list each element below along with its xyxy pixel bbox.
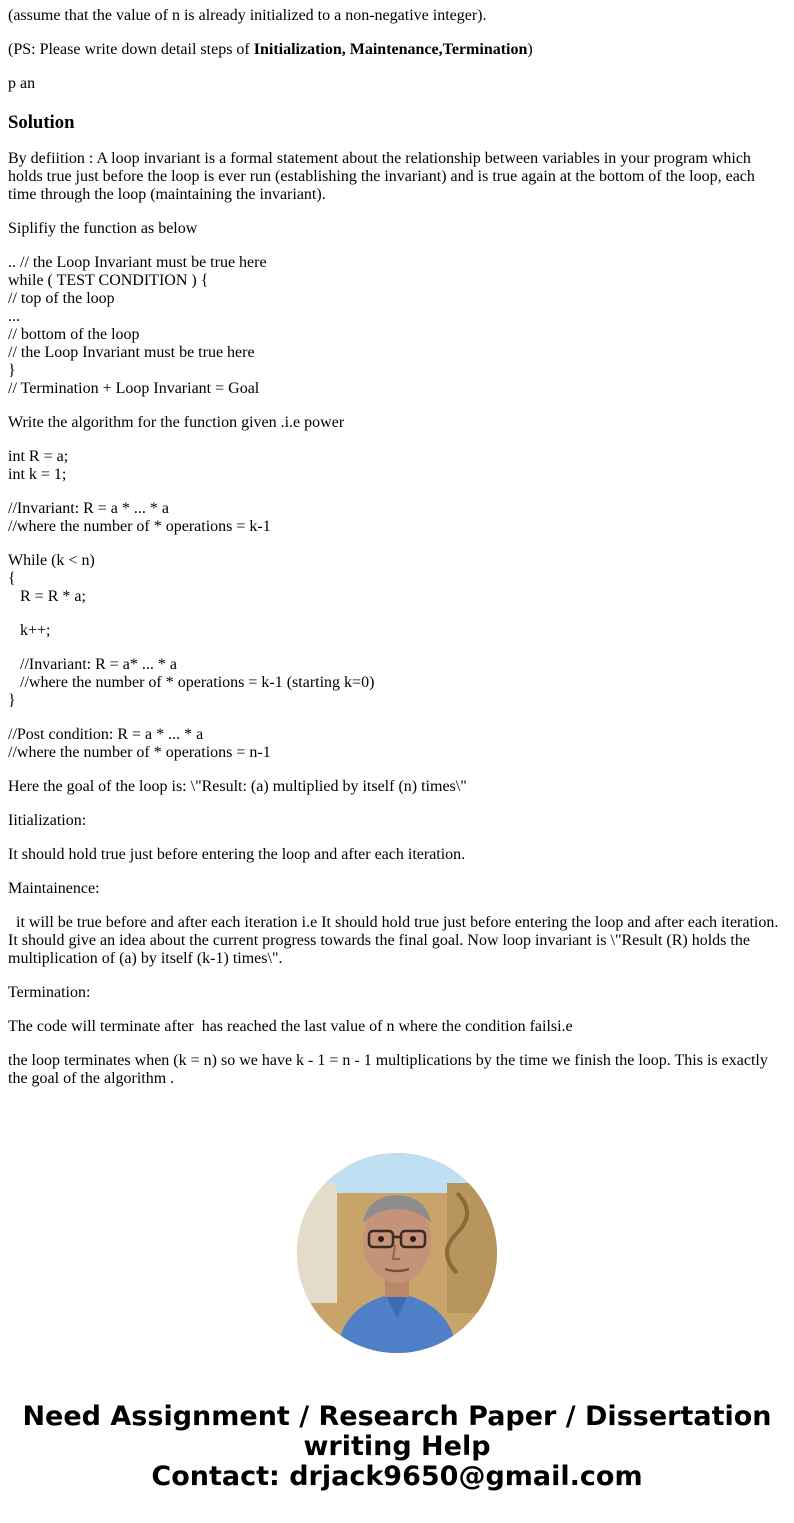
code-line: // the Loop Invariant must be true here — [8, 344, 255, 361]
code-line: //Invariant: R = a* ... * a — [8, 656, 177, 673]
promo-line-1: Need Assignment / Research Paper / Dissertation — [22, 1401, 772, 1432]
post-condition-code-block — [8, 726, 786, 762]
ps-prefix: (PS: Please write down detail steps of — [8, 41, 254, 58]
termination-text: The code will terminate after has reached the last value of n where the condition failsi.e — [8, 1018, 573, 1035]
code-line: // bottom of the loop — [8, 326, 140, 343]
goal-paragraph: Here the goal of the loop is: \"Result: (a) multiplied by itself (n) times\" — [8, 778, 467, 795]
loop-invariant-code-block — [8, 656, 786, 710]
promo-contact: Contact: drjack9650@gmail.com — [151, 1461, 643, 1492]
ps-bold: Initialization, Maintenance,Termination — [253, 41, 528, 58]
loop-code-block — [8, 552, 786, 606]
code-line: int k = 1; — [8, 466, 67, 483]
intro-p-an: p an — [8, 75, 36, 92]
code-line: //where the number of * operations = k-1 (starting k=0) — [8, 674, 375, 691]
code-line: } — [8, 362, 16, 379]
loop-increment — [8, 622, 786, 640]
intro-ps — [8, 41, 786, 59]
code-line: // Termination + Loop Invariant = Goal — [8, 380, 260, 397]
code-line: ... — [8, 308, 20, 325]
code-line: k++; — [8, 622, 51, 639]
code-line: } — [8, 692, 16, 709]
intro-assume: (assume that the value of n is already initialized to a non-negative integer). — [8, 7, 487, 24]
invariant-code-block — [8, 500, 786, 536]
author-avatar — [297, 1153, 497, 1353]
init-code-block — [8, 448, 786, 484]
template-code-block — [8, 254, 786, 398]
code-line: //Post condition: R = a * ... * a — [8, 726, 204, 743]
maintenance-label: Maintainence: — [8, 880, 100, 897]
solution-heading: Solution — [8, 112, 75, 133]
ps-suffix: ) — [527, 41, 533, 58]
initialization-text: It should hold true just before entering the loop and after each iteration. — [8, 846, 466, 863]
write-algorithm-paragraph: Write the algorithm for the function given .i.e power — [8, 414, 345, 431]
promo-banner — [0, 1402, 794, 1492]
termination-label: Termination: — [8, 984, 91, 1001]
code-line: //Invariant: R = a * ... * a — [8, 500, 169, 517]
code-line: int R = a; — [8, 448, 69, 465]
definition-paragraph: By defiition : A loop invariant is a formal statement about the relationship between variables in your program which holds true just before the loop is ever run (establishing the invariant) and is true again at the bottom of the loop, each time through the loop (maintaining the invariant). — [8, 150, 755, 203]
document-body — [8, 7, 786, 1104]
code-line: // top of the loop — [8, 290, 115, 307]
initialization-label: Iitialization: — [8, 812, 87, 829]
code-line: { — [8, 570, 16, 587]
code-line: While (k < n) — [8, 552, 95, 569]
code-line: //where the number of * operations = k-1 — [8, 518, 271, 535]
promo-line-2: writing Help — [303, 1431, 491, 1462]
author-portrait — [297, 1153, 497, 1353]
simplify-paragraph: Siplifiy the function as below — [8, 220, 198, 237]
code-line: //where the number of * operations = n-1 — [8, 744, 271, 761]
code-line: R = R * a; — [8, 588, 86, 605]
code-line: while ( TEST CONDITION ) { — [8, 272, 209, 289]
termination-text-2: the loop terminates when (k = n) so we have k - 1 = n - 1 multiplications by the time we finish the loop. This is exactly the goal of the algorithm . — [8, 1052, 768, 1087]
code-line: .. // the Loop Invariant must be true here — [8, 254, 267, 271]
maintenance-text: it will be true before and after each iteration i.e It should hold true just before entering the loop and after each iteration. It should give an idea about the current progress towards the final goal. Now loop invariant is \"Result (R) holds the multiplication of (a) by itself (k-1) times\". — [8, 914, 783, 967]
